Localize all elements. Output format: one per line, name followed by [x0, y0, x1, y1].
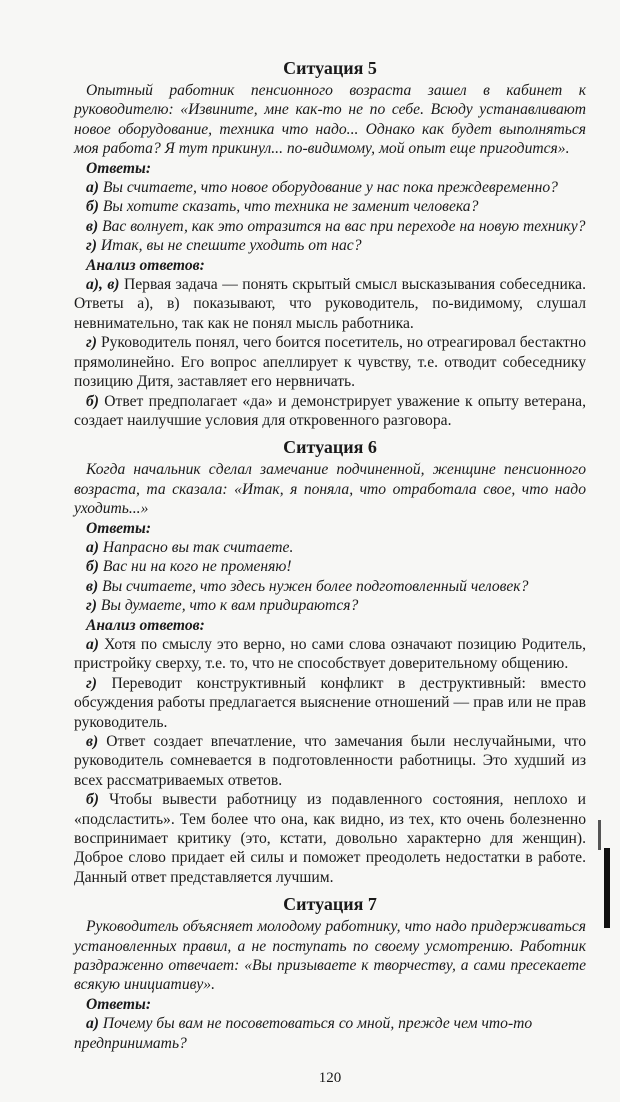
analysis-text: Чтобы вывести работницу из подавленного состояния, неплохо и «подсластить». Тем более что она, как видно, из тех, кто очень болезненно воспринимает критику (это, кстати, довольно характерно для женщин). Доброе слово придает ей силы и поможет преодолеть недостатки в работе. Данный ответ представляется лучшим.	[74, 791, 586, 886]
answer-text: Почему бы вам не посоветоваться со мной, прежде чем что-то предпринимать?	[74, 1015, 533, 1052]
section-title: Ситуация 7	[283, 894, 377, 915]
analysis-paragraph	[74, 333, 586, 391]
analysis-paragraph	[74, 674, 586, 732]
analysis-letter: б)	[86, 392, 99, 410]
answer-letter: б)	[86, 198, 99, 216]
answer-text: Вы считаете, что новое оборудование у нас пока преждевременно?	[99, 179, 558, 197]
analysis-paragraph	[74, 392, 586, 431]
answer-letter: б)	[86, 558, 99, 576]
section-title: Ситуация 6	[283, 437, 377, 458]
situation-prompt: Когда начальник сделал замечание подчиненной, женщине пенсионного возраста, та сказала: «Итак, я поняла, что отработала свое, что надо уходить...»	[74, 461, 586, 518]
page-content	[74, 57, 586, 1053]
analysis-letter: в)	[86, 733, 99, 750]
answers-label: Ответы:	[86, 159, 152, 177]
analysis-letter: б)	[86, 791, 99, 809]
analysis-label: Анализ ответов:	[86, 616, 205, 634]
document-page	[74, 0, 586, 1102]
answer-letter: а)	[86, 1015, 99, 1033]
answer-option	[74, 178, 586, 197]
answer-text: Итак, вы не спешите уходить от нас?	[96, 237, 362, 255]
answer-option	[74, 557, 586, 576]
analysis-text: Переводит конструктивный конфликт в деструктивный: вместо обсуждения работы предлагается выяснение отношений — прав или не прав руководитель.	[74, 674, 586, 731]
analysis-paragraph	[74, 790, 586, 887]
answer-option	[74, 236, 586, 255]
answer-letter: а)	[86, 179, 99, 197]
section-title: Ситуация 5	[283, 58, 377, 78]
analysis-text: Первая задача — понять скрытый смысл высказывания собеседника. Ответы а), в) показывают, что руководитель, по-видимому, слушал невнимательно, так как не понял мысль работника.	[74, 276, 586, 332]
answers-label: Ответы:	[86, 995, 152, 1013]
answer-option	[74, 596, 586, 615]
situation-section	[74, 893, 586, 1053]
analysis-letter: а)	[86, 635, 99, 653]
analysis-letter: г)	[86, 334, 97, 352]
answer-letter: г)	[86, 237, 97, 255]
answer-letter: а)	[86, 538, 99, 556]
analysis-text: Руководитель понял, чего боится посетитель, но отреагировал бестактно прямолинейно. Его вопрос апеллирует к чувству, т.е. отводит собеседнику позицию Дитя, заставляет его нервничать.	[74, 334, 586, 391]
answer-text: Напрасно вы так считаете.	[99, 538, 294, 556]
answer-text: Вас ни на кого не променяю!	[98, 558, 292, 576]
answer-option	[74, 217, 586, 236]
page-number: 120	[318, 1070, 342, 1087]
answer-letter: г)	[86, 597, 97, 615]
scan-edge-mark	[604, 848, 610, 928]
answer-letter: в)	[86, 577, 99, 595]
answer-option	[74, 577, 586, 596]
answers-label: Ответы:	[86, 519, 152, 537]
analysis-label: Анализ ответов:	[86, 256, 205, 274]
answer-text: Вы хотите сказать, что техника не заменит человека?	[98, 198, 479, 216]
analysis-paragraph	[74, 635, 586, 674]
analysis-letter: а), в)	[86, 276, 120, 294]
answer-text: Вас волнует, как это отразится на вас при переходе на новую технику?	[98, 217, 586, 235]
analysis-text: Ответ предполагает «да» и демонстрирует уважение к опыту ветерана, создает наилучшие условия для откровенного разговора.	[74, 392, 586, 429]
answer-option	[74, 538, 586, 557]
answer-text: Вы считаете, что здесь нужен более подготовленный человек?	[98, 577, 529, 595]
situation-section	[74, 436, 586, 887]
scan-edge-mark-small	[598, 820, 601, 850]
analysis-letter: г)	[86, 674, 97, 692]
answer-option	[74, 1014, 586, 1053]
answer-text: Вы думаете, что к вам придираются?	[96, 597, 359, 615]
answer-letter: в)	[86, 217, 99, 235]
analysis-paragraph	[74, 275, 586, 333]
analysis-text: Ответ создает впечатление, что замечания были неслучайными, что руководитель сомневается в подготовленности работницы. Это худший из всех рассматриваемых ответов.	[74, 733, 586, 789]
analysis-text: Хотя по смыслу это верно, но сами слова означают позицию Родитель, пристройку сверху, т.е. то, что не способствует доверительному общению.	[74, 635, 586, 673]
situation-section	[74, 57, 586, 430]
answer-option	[74, 197, 586, 216]
situation-prompt: Опытный работник пенсионного возраста зашел в кабинет к руководителю: «Извините, мне как-то не по себе. Всюду устанавливают новое оборудование, техника что надо... Однако как будет выполняться моя работа? Я тут прикинул... по-видимому, мой опыт еще пригодится».	[74, 82, 586, 158]
analysis-paragraph	[74, 732, 586, 790]
situation-prompt: Руководитель объясняет молодому работнику, что надо придерживаться установленных правил, а не поступать по своему усмотрению. Работник раздраженно отвечает: «Вы призываете к творчеству, а сами пресекаете всякую инициативу».	[74, 918, 586, 994]
